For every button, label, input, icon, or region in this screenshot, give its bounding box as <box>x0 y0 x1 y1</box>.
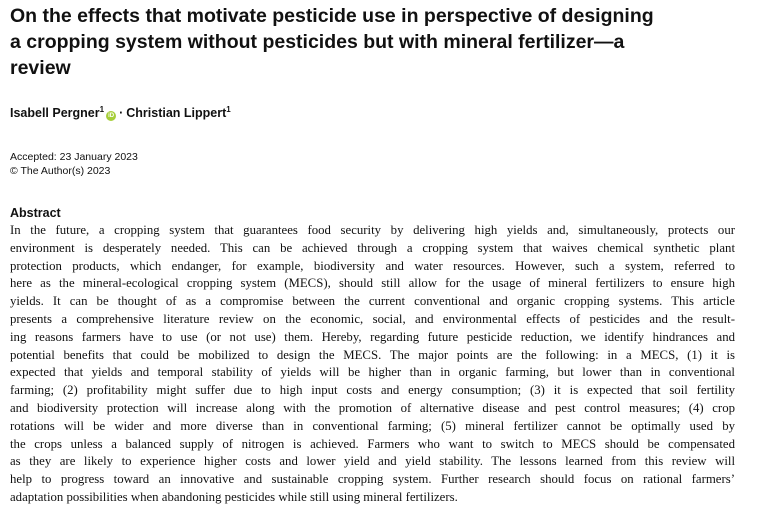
abstract-line: potential benefits that could be mobilized to design the MECS. The major points are the following: in a MECS, (1) it is <box>10 347 735 362</box>
abstract-heading: Abstract <box>10 206 61 220</box>
abstract-line: here as the mineral-ecological cropping system (MECS), should still allow for the usage of mineral fertilizers to ensure high <box>10 276 735 291</box>
abstract-line: protection products, which endanger, for example, biodiversity and water resources. However, such a system, referred to <box>10 258 735 273</box>
title-line: review <box>10 57 71 79</box>
affiliation-marker: 1 <box>226 105 231 114</box>
abstract-line: expected that yields and temporal stability of yields will be higher than in organic farming, but lower than in conventional <box>10 365 735 380</box>
paper-title <box>10 3 730 81</box>
title-line: a cropping system without pesticides but with mineral fertilizer—a <box>10 31 625 53</box>
copyright-notice: © The Author(s) 2023 <box>10 165 111 177</box>
affiliation-marker: 1 <box>99 105 105 114</box>
title-line: On the effects that motivate pesticide use in perspective of designing <box>10 5 654 27</box>
article-meta <box>10 150 138 178</box>
abstract-line: presents a comprehensive literature review on the economic, social, and environmental effects of pesticides and the result- <box>10 311 735 326</box>
abstract-line: help to progress toward an innovative and sustainable cropping system. Further research should focus on rational farmers’ <box>10 472 735 487</box>
orcid-icon[interactable]: iD <box>108 113 115 119</box>
abstract-line: as they are likely to experience higher costs and lower yield and yield stability. The lessons learned from this review will <box>10 454 735 469</box>
abstract-text <box>10 222 735 507</box>
abstract-line: and biodiversity protection will increase along with the promotion of alternative disease and pest control measures; (4) crop <box>10 400 735 415</box>
abstract-line: farming; (2) profitability might suffer due to high input costs and energy consumption; (3) it is expected that soil fertility <box>10 383 735 398</box>
abstract-line: ing reasons farmers have to use (or not use) them. Hereby, regarding future pesticide reduction, we identify hindrances and <box>10 329 735 344</box>
accepted-date: Accepted: 23 January 2023 <box>10 151 138 163</box>
author-name[interactable]: Isabell Pergner <box>10 106 100 120</box>
author-name[interactable]: Christian Lippert <box>126 106 227 120</box>
abstract-line: rotations will be wider and more diverse than in conventional farming; (5) mineral fertilizer cannot be optimally used by <box>10 418 735 433</box>
author-separator: · <box>119 106 124 120</box>
abstract-line: environment is desperately needed. This can be achieved through a cropping system that waives chemical synthetic plant <box>10 240 735 255</box>
abstract-line: the crops unless a balanced supply of nitrogen is achieved. Farmers who want to switch to MECS should be compensated <box>10 436 735 451</box>
abstract-line: In the future, a cropping system that guarantees food security by delivering high yields and, simultaneously, protects our <box>10 223 735 237</box>
author-list <box>10 105 231 121</box>
abstract-line: adaptation possibilities when abandoning pesticides while still using mineral fertilizers. <box>10 489 458 504</box>
abstract-line: yields. It can be thought of as a compromise between the current conventional and organic cropping systems. This article <box>10 294 735 309</box>
